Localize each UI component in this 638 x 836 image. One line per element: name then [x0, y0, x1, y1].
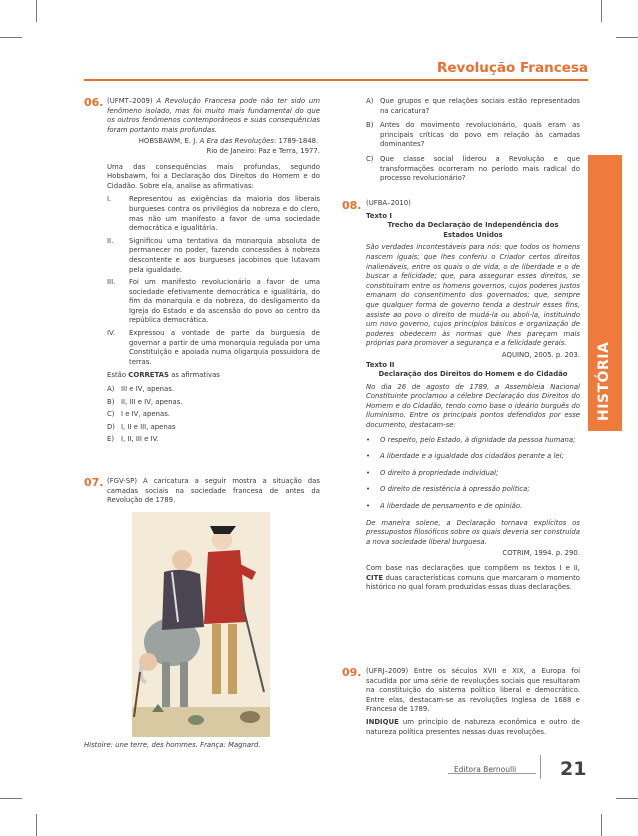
bullet-text: O respeito, pelo Estado, à dignidade da pessoa humana;: [380, 435, 576, 444]
q06-question: [107, 371, 320, 381]
footer-rule: [448, 773, 536, 774]
item-text: Expressou a vontade de parte da burguesia de governar a partir de uma monarquia regulada por uma Constituição e apoiada numa oligarquia possuidora de terras.: [129, 329, 320, 366]
q08-text2-body: No dia 26 de agosto de 1789, a Assembleia Nacional Constituinte proclamou a célebre Declaração dos Direitos do Homem e do Cidadão, tendo como base o ideário burguês do Iluminismo. Entre os principais pontos defendidos por esse documento, destacam-se:: [366, 382, 580, 430]
q06-intro: Uma das consequências mais profundas, segundo Hobsbawm, foi a Declaração dos Direitos do Homem e do Cidadão. Sobre ela, analise as afirmativas:: [107, 162, 320, 190]
bullet-text: O direito de resistência à opressão política;: [380, 485, 530, 494]
bullet-item: [366, 469, 580, 479]
q08-text1-title: Trecho da Declaração de Independência dos: [387, 221, 559, 230]
item-label: I.: [107, 195, 112, 204]
publisher-name: Editora Bernoulli: [454, 765, 517, 774]
q08-text2-citation: COTRIM, 1994. p. 290.: [502, 549, 580, 558]
item-label: B): [107, 397, 115, 406]
item-label: E): [107, 435, 115, 444]
bullet-icon: •: [366, 468, 371, 477]
q08-text2-label: Texto II: [366, 360, 395, 369]
subject-tab-label: HISTÓRIA: [596, 341, 612, 421]
question-number: 07.: [84, 476, 104, 489]
answer-option: [107, 385, 320, 395]
bullet-item: [366, 485, 580, 495]
item-text: I, II e III, apenas: [121, 422, 176, 431]
question-09: [366, 667, 580, 737]
item-label: C): [107, 410, 115, 419]
bullet-item: [366, 436, 580, 446]
question-07: [107, 477, 320, 506]
q06-options: [107, 385, 320, 445]
item-text: III e IV, apenas.: [121, 385, 175, 394]
page-number: 21: [560, 758, 587, 780]
question-lead: Estão: [107, 371, 129, 380]
answer-option: [107, 398, 320, 408]
statement: [107, 195, 320, 233]
statement: [107, 329, 320, 367]
item-label: IV.: [107, 329, 116, 338]
crop-mark: [616, 798, 638, 799]
answer-option: [107, 410, 320, 420]
answer-option: [366, 155, 580, 184]
q06-source: (UFMT–2009): [107, 97, 153, 105]
bullet-icon: •: [366, 452, 371, 461]
crop-mark: [0, 37, 22, 38]
question-number: 06.: [84, 96, 104, 109]
item-label: II.: [107, 236, 114, 245]
q08-text2-close: De maneira solene, a Declaração tornava explícitos os pressupostos filosóficos sobre os quais deveria ser construída a nova sociedade liberal burguesa.: [366, 518, 580, 546]
citation-book: A Era das Revoluções: [199, 137, 274, 146]
item-text: Antes do movimento revolucionário, quais eram as principais críticas do povo em relação às camadas dominantes?: [380, 121, 580, 149]
item-text: Que grupos e que relações sociais estão representados na caricatura?: [380, 97, 580, 115]
question-08: [366, 199, 580, 593]
citation-author: HOBSBAWM, E. J.: [138, 137, 198, 146]
q09-text: (UFRJ–2009) Entre os séculos XVII e XIX, a Europa foi sacudida por uma série de revoluções sociais que resultaram na constituição do sistema político liberal e democrático. Entre elas, destacam-se as revoluções Inglesa de 1688 e Francesa de 1789.: [366, 667, 580, 714]
question-bold: CORRETAS: [128, 371, 169, 380]
header-rule: [84, 79, 588, 81]
item-label: A): [366, 97, 374, 105]
task-bold: INDIQUE: [366, 717, 399, 726]
bullet-icon: •: [366, 502, 371, 511]
q08-text1-label: Texto I: [366, 211, 392, 220]
item-text: Significou uma tentativa da monarquia absoluta de permanecer no poder, fazendo concessões à nobreza descontente e aos burgueses jacobinos que lutavam pela igualdade.: [129, 236, 320, 274]
question-tail: as afirmativas: [168, 371, 220, 380]
answer-option: [107, 423, 320, 433]
q08-text1-title-b: Estados Unidos: [443, 230, 503, 239]
statement: [107, 278, 320, 326]
crop-mark: [601, 0, 602, 22]
q08-task: [366, 564, 580, 593]
bullet-icon: •: [366, 435, 371, 444]
q07-text: (FGV-SP) A caricatura a seguir mostra a situação das camadas sociais na sociedade francesa de antes da Revolução de 1789.: [107, 477, 320, 505]
statement: [107, 237, 320, 275]
answer-option: [366, 121, 580, 150]
answer-option: [107, 435, 320, 445]
item-label: A): [107, 385, 115, 394]
q06-quote: [107, 97, 320, 135]
bullet-text: A liberdade e a igualdade dos cidadãos perante a lei;: [380, 452, 564, 461]
question-number: 08.: [342, 199, 362, 212]
q08-source: (UFBA–2010): [366, 199, 411, 207]
item-text: Que classe social liderou a Revolução e que transformações ocorreram no período mais radical do processo revolucionário?: [380, 154, 580, 183]
item-label: D): [107, 422, 115, 431]
q06-citation-publisher: Rio de Janeiro: Paz e Terra, 1977.: [206, 146, 320, 155]
q08-text2-title: Declaração dos Direitos do Homem e do Cidadão: [378, 370, 568, 379]
task-tail: um princípio de natureza econômica e outro de natureza política presentes nessas duas revoluções.: [366, 717, 580, 736]
footer-separator: [540, 755, 541, 779]
item-text: I e IV, apenas.: [121, 410, 170, 419]
page-header-title: Revolução Francesa: [437, 60, 588, 76]
answer-option: [366, 97, 580, 116]
bullet-text: A liberdade de pensamento e de opinião.: [380, 502, 523, 511]
bullet-text: O direito à propriedade individual;: [380, 468, 499, 477]
q06-quote-text: A Revolução Francesa pode não ter sido um fenômeno isolado, mas foi muito mais fundamental do que os outros fenômenos contemporâneos e suas consequências foram portanto mais profundas.: [107, 97, 320, 134]
task-tail: duas características comuns que marcaram o momento histórico no qual foram produzidas essas duas declarações.: [366, 573, 580, 592]
item-label: C): [366, 154, 374, 163]
q06-statements: [107, 195, 320, 367]
task-bold: CITE: [366, 573, 384, 582]
q07-options: [366, 97, 580, 189]
q06-citation: [107, 137, 320, 147]
bullet-icon: •: [366, 485, 371, 494]
q08-text1-citation: AQUINO, 2005. p. 203.: [501, 350, 580, 359]
item-text: Representou as exigências da maioria dos liberais burgueses contra os privilégios da nobreza e do clero, mas não um manifesto a favor de uma sociedade democrática e igualitária.: [129, 195, 320, 233]
item-label: III.: [107, 278, 116, 287]
question-number: 09.: [342, 666, 362, 679]
image-caption: Histoire: une terre, des hommes. França: Magnard.: [84, 741, 261, 749]
q08-bullets: [366, 436, 580, 512]
crop-mark: [601, 814, 602, 836]
item-text: Foi um manifesto revolucionário a favor de uma sociedade efetivamente democrática e igualitária, do fim da monarquia e da nobreza, do desligamento da Igreja do Estado e da ascensão do povo ao centro da república democrática.: [129, 278, 320, 325]
item-text: II, III e IV, apenas.: [121, 397, 183, 406]
question-06: [107, 97, 320, 448]
bullet-item: [366, 502, 580, 512]
q08-text1-body: São verdades incontestáveis para nós: que todos os homens nascem iguais; que lhes conferiu o Criador certos direitos inalienáveis, entre os quais o de vida, o de liberdade e o de buscar a felicidade; que, para assegurar esses direitos, se constituíram entre os homens governos, cujos poderes justos emanam do consentimento dos governados; que, sempre que qualquer forma de governo tenda a destruir esses fins, assiste ao povo o direito de mudá-la ou aboli-la, instituindo um novo governo, cujos princípios básicos e organização de poderes obedecem às normas que lhes pareçam mais próprias para promover a segurança e a felicidade gerais.: [366, 243, 580, 348]
crop-mark: [36, 0, 37, 22]
citation-years: : 1789-1848.: [274, 137, 319, 146]
crop-mark: [616, 37, 638, 38]
task-lead: Com base nas declarações que compõem os textos I e II,: [366, 564, 580, 572]
caricature-illustration: [132, 512, 270, 737]
crop-mark: [36, 814, 37, 836]
q09-task: [366, 718, 580, 737]
item-text: I, II, III e IV.: [121, 435, 159, 444]
crop-mark: [0, 798, 22, 799]
bullet-item: [366, 452, 580, 462]
item-label: B): [366, 121, 374, 130]
